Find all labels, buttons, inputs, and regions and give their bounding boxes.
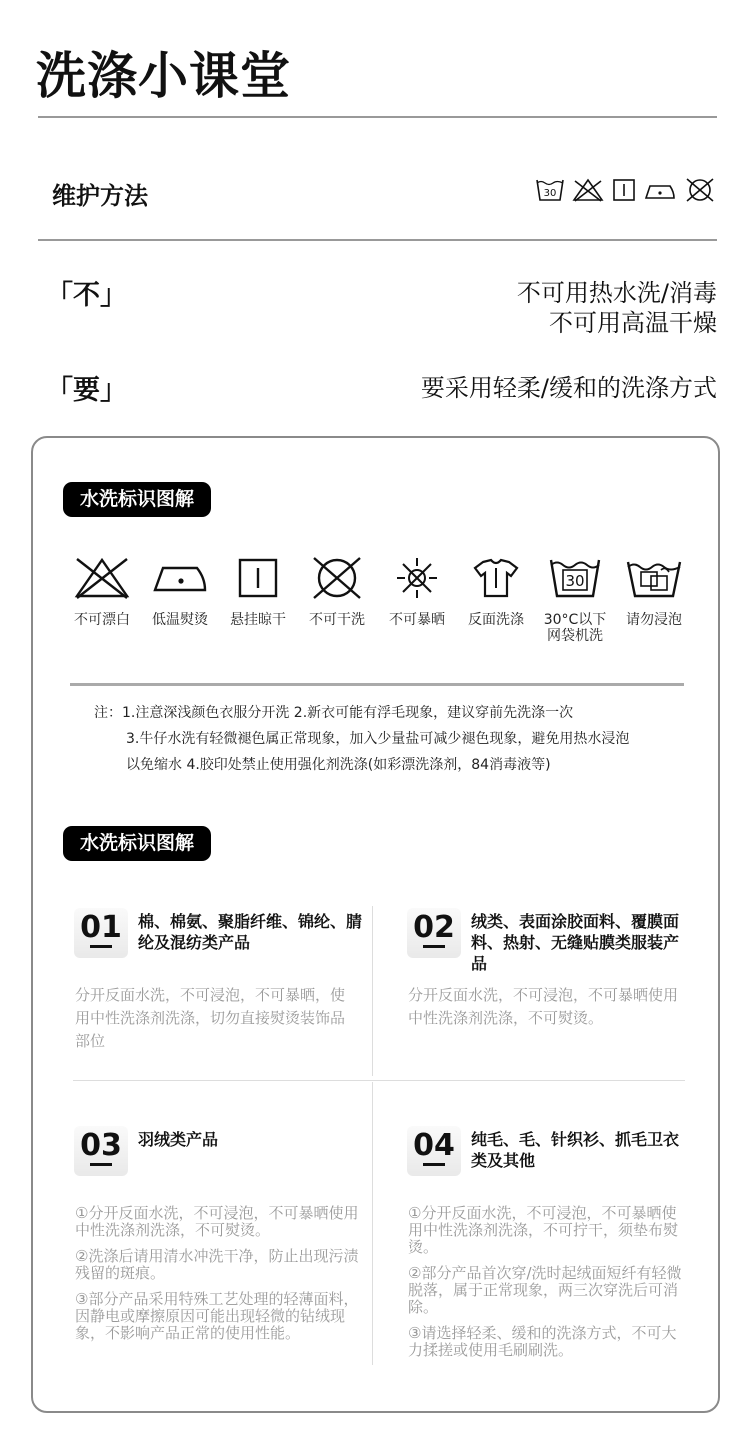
category-desc [408, 1205, 688, 1368]
symbol-label: 30°C以下 网袋机洗 [543, 612, 607, 644]
hang-dry-icon [229, 556, 287, 600]
category-number: 04 [407, 1126, 461, 1176]
symbol-no-bleach [63, 556, 141, 628]
symbol-label: 不可漂白 [74, 612, 130, 628]
category-title: 棉、棉氨、聚脂纤维、锦纶、腈纶及混纺类产品 [138, 912, 363, 952]
category-number: 03 [74, 1126, 128, 1176]
no-sun-icon [388, 556, 446, 600]
category-number: 01 [74, 908, 128, 958]
care-notes [94, 700, 629, 778]
inside-out-icon [467, 556, 525, 600]
no-dry-clean-icon [308, 556, 366, 600]
care-method-label: 维护方法 [52, 182, 148, 210]
no-bleach-icon [73, 556, 131, 600]
wash-temp-text: 30 [565, 572, 585, 590]
category-title: 绒类、表面涂胶面料、覆膜面料、热射、无缝贴膜类服装产品 [471, 912, 680, 973]
category-desc [408, 984, 678, 1032]
grid-divider-horizontal [73, 1080, 685, 1081]
symbol-label: 不可暴晒 [389, 612, 445, 628]
symbol-label: 低温熨烫 [152, 612, 208, 628]
symbol-label: 悬挂晾干 [230, 612, 286, 628]
no-soak-icon [625, 556, 683, 600]
desc-paragraph: ①分开反面水洗，不可浸泡，不可暴晒使用中性洗涤剂洗涤，不可拧干，须垫布熨烫。 [408, 1204, 679, 1256]
not-rule-1: 不可用热水洗/消毒 [516, 279, 717, 307]
no-bleach-icon [572, 178, 604, 202]
category-desc [75, 984, 357, 1055]
category-desc [75, 1205, 360, 1351]
must-tag: 「要」 [46, 375, 127, 406]
symbol-wash-30 [536, 556, 614, 644]
symbol-inside-out [457, 556, 535, 628]
not-rule-2: 不可用高温干燥 [549, 309, 717, 337]
symbol-label: 反面洗涤 [468, 612, 524, 628]
symbols-divider [70, 683, 684, 686]
desc-paragraph: 分开反面水洗，不可浸泡，不可暴晒使用中性洗涤剂洗涤，不可熨烫。 [408, 986, 679, 1027]
wash-temp-text: 30 [543, 188, 557, 199]
page-title: 洗涤小课堂 [36, 47, 291, 105]
wash-30-icon [546, 556, 604, 600]
category-title: 纯毛、毛、针织衫、抓毛卫衣类及其他 [471, 1130, 680, 1170]
symbols-heading: 水洗标识图解 [63, 482, 211, 517]
symbol-no-dry-clean [298, 556, 376, 628]
category-number: 02 [407, 908, 461, 958]
no-dry-clean-icon [684, 178, 716, 202]
care-divider [38, 239, 717, 241]
symbol-low-iron [141, 556, 219, 628]
symbol-no-sun [378, 556, 456, 628]
grid-divider-vertical [372, 906, 373, 1076]
low-iron-icon [151, 556, 209, 600]
desc-paragraph: ①分开反面水洗，不可浸泡，不可暴晒使用中性洗涤剂洗涤，不可熨烫。 [75, 1204, 359, 1239]
symbol-hang-dry [219, 556, 297, 628]
desc-paragraph: ②洗涤后请用清水冲洗干净，防止出现污渍残留的斑痕。 [75, 1247, 359, 1282]
care-icons-row [536, 178, 716, 202]
symbol-label: 请勿浸泡 [626, 612, 682, 628]
desc-paragraph: ③部分产品采用特殊工艺处理的轻薄面料，因静电或摩擦原因可能出现轻微的钻绒现象，不影响产品正常的使用性能。 [75, 1290, 359, 1342]
note-line: 注：1.注意深浅颜色衣服分开洗 2.新衣可能有浮毛现象，建议穿前先洗涤一次 [94, 705, 574, 721]
desc-paragraph: 分开反面水洗，不可浸泡，不可暴晒，使用中性洗涤剂洗涤，切勿直接熨烫装饰品部位 [75, 986, 346, 1050]
grid-divider-vertical [372, 1082, 373, 1365]
symbol-label: 不可干洗 [309, 612, 365, 628]
symbol-no-soak [615, 556, 693, 628]
desc-paragraph: ③请选择轻柔、缓和的洗涤方式，不可大力揉搓或使用毛刷刷洗。 [408, 1324, 677, 1359]
category-title: 羽绒类产品 [138, 1130, 219, 1149]
not-tag: 「不」 [46, 280, 127, 311]
categories-heading: 水洗标识图解 [63, 826, 211, 861]
low-iron-icon [644, 178, 676, 202]
wash-30-icon [536, 178, 564, 202]
title-divider [38, 116, 717, 118]
note-line: 3.牛仔水洗有轻微褪色属正常现象，加入少量盐可减少褪色现象，避免用热水浸泡 [126, 731, 630, 747]
desc-paragraph: ②部分产品首次穿/洗时起绒面短纤有轻微脱落，属于正常现象，两三次穿洗后可消除。 [408, 1264, 682, 1316]
note-line: 以免缩水 4.胶印处禁止使用强化剂洗涤(如彩漂洗涤剂，84消毒液等) [126, 757, 551, 773]
hang-dry-icon [612, 178, 636, 202]
must-rule: 要采用轻柔/缓和的洗涤方式 [420, 374, 717, 402]
